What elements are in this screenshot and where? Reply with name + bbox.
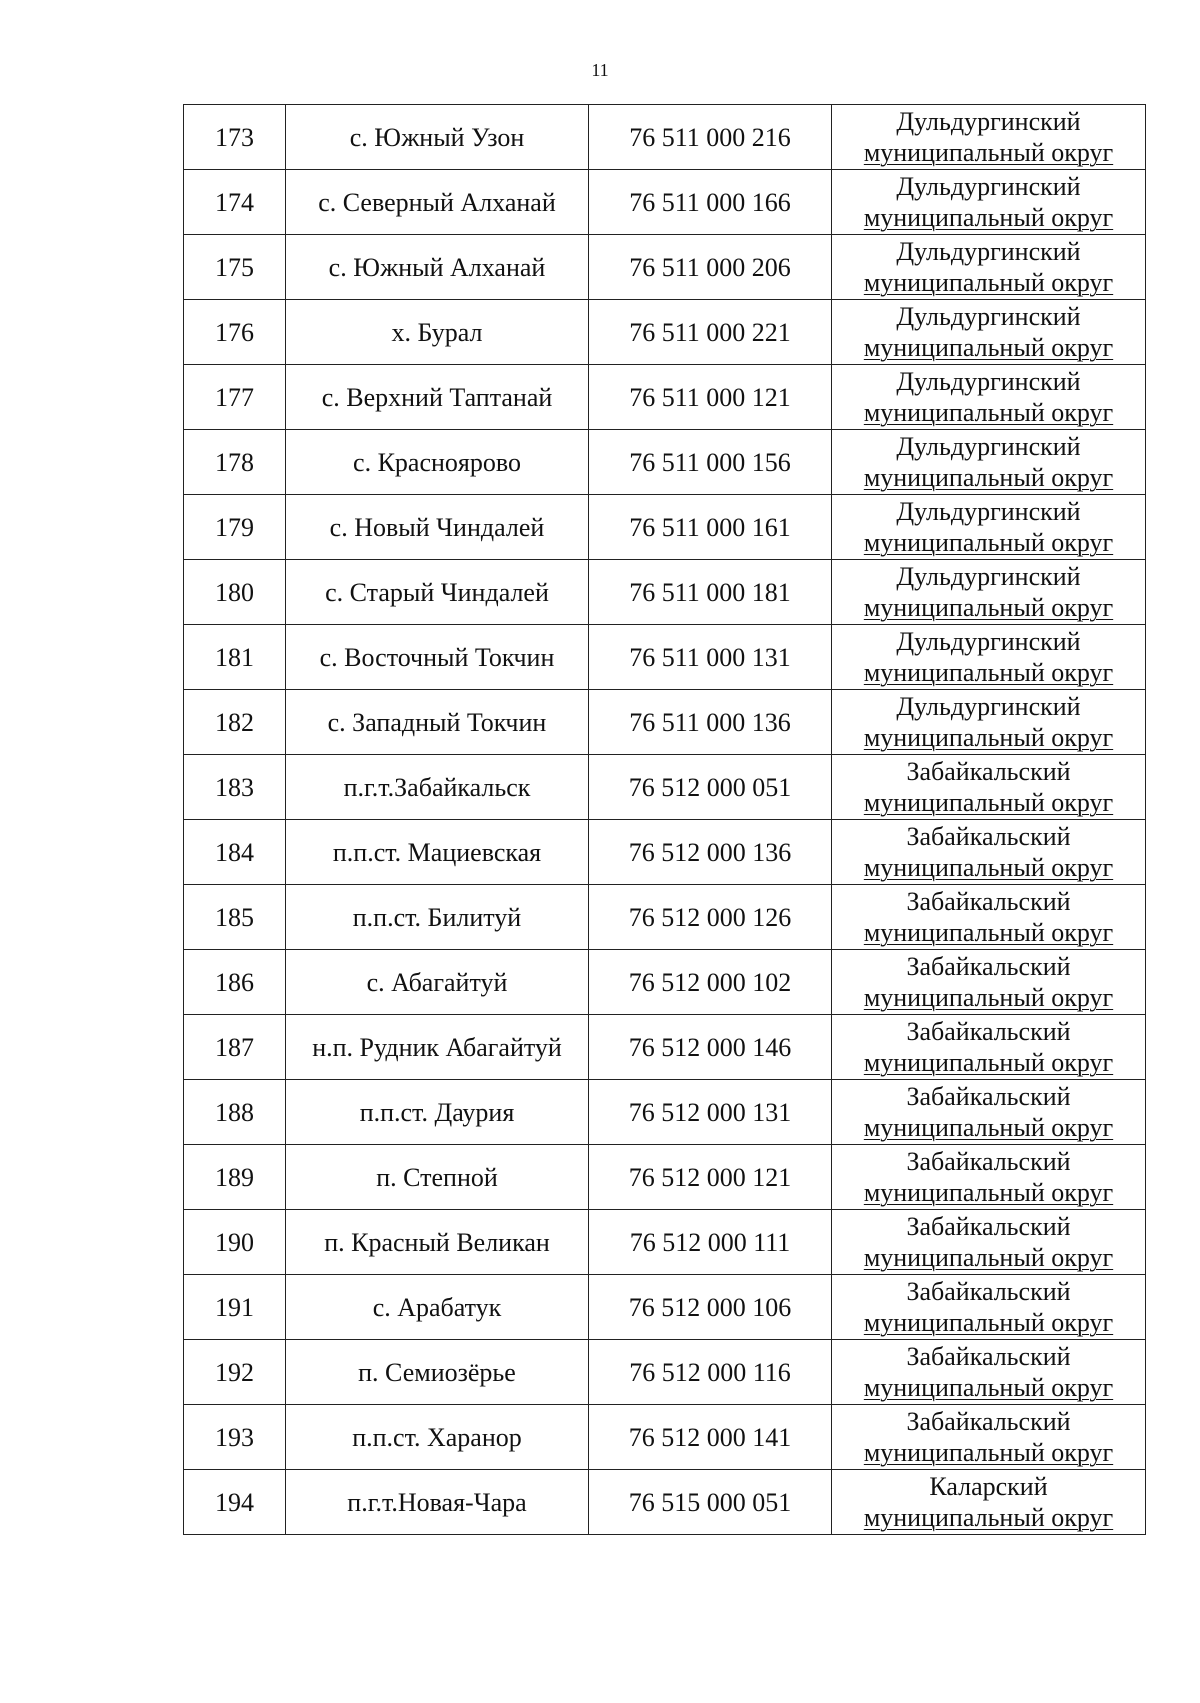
district-name: Дульдургинский xyxy=(896,692,1081,721)
district-name: Забайкальский xyxy=(906,1407,1071,1436)
district-name: Дульдургинский xyxy=(896,172,1081,201)
district-cell xyxy=(832,560,1146,625)
oktmo-code: 76 512 000 106 xyxy=(589,1275,832,1340)
oktmo-code: 76 512 000 126 xyxy=(589,885,832,950)
table-row xyxy=(184,495,1146,560)
row-number: 184 xyxy=(184,820,286,885)
table-row xyxy=(184,300,1146,365)
district-type: муниципальный округ xyxy=(863,1113,1114,1142)
district-type: муниципальный округ xyxy=(863,1373,1114,1402)
settlement-name: с. Южный Алханай xyxy=(286,235,589,300)
table-body xyxy=(184,105,1146,1535)
oktmo-code: 76 511 000 216 xyxy=(589,105,832,170)
row-number: 194 xyxy=(184,1470,286,1535)
settlement-name: с. Западный Токчин xyxy=(286,690,589,755)
district-name: Дульдургинский xyxy=(896,237,1081,266)
row-number: 193 xyxy=(184,1405,286,1470)
district-cell xyxy=(832,1405,1146,1470)
district-name: Забайкальский xyxy=(906,1082,1071,1111)
district-name: Дульдургинский xyxy=(896,497,1081,526)
district-name: Забайкальский xyxy=(906,1147,1071,1176)
district-name: Каларский xyxy=(929,1472,1048,1501)
table-row xyxy=(184,885,1146,950)
district-name: Забайкальский xyxy=(906,757,1071,786)
district-cell xyxy=(832,690,1146,755)
district-name: Забайкальский xyxy=(906,1212,1071,1241)
district-type: муниципальный округ xyxy=(863,463,1114,492)
district-cell xyxy=(832,755,1146,820)
row-number: 175 xyxy=(184,235,286,300)
district-type: муниципальный округ xyxy=(863,1308,1114,1337)
oktmo-code: 76 511 000 161 xyxy=(589,495,832,560)
table-row xyxy=(184,1080,1146,1145)
settlement-name: п.п.ст. Харанор xyxy=(286,1405,589,1470)
oktmo-code: 76 511 000 131 xyxy=(589,625,832,690)
district-type: муниципальный округ xyxy=(863,1503,1114,1532)
district-name: Дульдургинский xyxy=(896,302,1081,331)
settlement-name: с. Абагайтуй xyxy=(286,950,589,1015)
district-cell xyxy=(832,365,1146,430)
district-name: Забайкальский xyxy=(906,952,1071,981)
table-row xyxy=(184,1275,1146,1340)
district-type: муниципальный округ xyxy=(863,658,1114,687)
district-cell xyxy=(832,1275,1146,1340)
table-row xyxy=(184,430,1146,495)
district-type: муниципальный округ xyxy=(863,983,1114,1012)
oktmo-code: 76 515 000 051 xyxy=(589,1470,832,1535)
oktmo-code: 76 511 000 206 xyxy=(589,235,832,300)
oktmo-code: 76 511 000 121 xyxy=(589,365,832,430)
oktmo-code: 76 512 000 102 xyxy=(589,950,832,1015)
oktmo-code: 76 512 000 146 xyxy=(589,1015,832,1080)
district-cell xyxy=(832,1015,1146,1080)
district-cell xyxy=(832,1210,1146,1275)
oktmo-code: 76 512 000 121 xyxy=(589,1145,832,1210)
settlement-name: п. Красный Великан xyxy=(286,1210,589,1275)
district-cell xyxy=(832,1080,1146,1145)
district-cell xyxy=(832,105,1146,170)
oktmo-code: 76 512 000 136 xyxy=(589,820,832,885)
row-number: 176 xyxy=(184,300,286,365)
district-cell xyxy=(832,430,1146,495)
settlement-name: с. Северный Алханай xyxy=(286,170,589,235)
settlement-name: с. Старый Чиндалей xyxy=(286,560,589,625)
table-row xyxy=(184,1145,1146,1210)
district-cell xyxy=(832,1145,1146,1210)
settlement-name: с. Южный Узон xyxy=(286,105,589,170)
row-number: 177 xyxy=(184,365,286,430)
row-number: 180 xyxy=(184,560,286,625)
district-type: муниципальный округ xyxy=(863,918,1114,947)
district-cell xyxy=(832,820,1146,885)
settlement-name: н.п. Рудник Абагайтуй xyxy=(286,1015,589,1080)
oktmo-code: 76 511 000 221 xyxy=(589,300,832,365)
row-number: 190 xyxy=(184,1210,286,1275)
district-type: муниципальный округ xyxy=(863,268,1114,297)
district-cell xyxy=(832,885,1146,950)
district-cell xyxy=(832,950,1146,1015)
table-row xyxy=(184,820,1146,885)
district-name: Забайкальский xyxy=(906,887,1071,916)
oktmo-code: 76 511 000 181 xyxy=(589,560,832,625)
settlement-name: с. Краснoярово xyxy=(286,430,589,495)
row-number: 178 xyxy=(184,430,286,495)
district-type: муниципальный округ xyxy=(863,398,1114,427)
table-row xyxy=(184,105,1146,170)
settlements-table xyxy=(183,104,1146,1535)
settlement-name: п. Степной xyxy=(286,1145,589,1210)
district-type: муниципальный округ xyxy=(863,138,1114,167)
district-type: муниципальный округ xyxy=(863,788,1114,817)
table-row xyxy=(184,235,1146,300)
row-number: 191 xyxy=(184,1275,286,1340)
table-row xyxy=(184,625,1146,690)
settlement-name: п.п.ст. Даурия xyxy=(286,1080,589,1145)
settlement-name: п.г.т.Забайкальск xyxy=(286,755,589,820)
district-name: Дульдургинский xyxy=(896,367,1081,396)
settlement-name: х. Бурал xyxy=(286,300,589,365)
row-number: 192 xyxy=(184,1340,286,1405)
district-type: муниципальный округ xyxy=(863,203,1114,232)
table-row xyxy=(184,1405,1146,1470)
district-name: Дульдургинский xyxy=(896,627,1081,656)
district-type: муниципальный округ xyxy=(863,1048,1114,1077)
district-name: Дульдургинский xyxy=(896,562,1081,591)
oktmo-code: 76 512 000 131 xyxy=(589,1080,832,1145)
row-number: 189 xyxy=(184,1145,286,1210)
row-number: 182 xyxy=(184,690,286,755)
row-number: 173 xyxy=(184,105,286,170)
district-cell xyxy=(832,625,1146,690)
settlement-name: п.п.ст. Мациевская xyxy=(286,820,589,885)
district-cell xyxy=(832,1470,1146,1535)
table-row xyxy=(184,1470,1146,1535)
row-number: 186 xyxy=(184,950,286,1015)
settlement-name: п.п.ст. Билитуй xyxy=(286,885,589,950)
table-row xyxy=(184,1340,1146,1405)
district-type: муниципальный округ xyxy=(863,1243,1114,1272)
oktmo-code: 76 512 000 141 xyxy=(589,1405,832,1470)
row-number: 188 xyxy=(184,1080,286,1145)
row-number: 183 xyxy=(184,755,286,820)
row-number: 181 xyxy=(184,625,286,690)
district-name: Забайкальский xyxy=(906,1342,1071,1371)
district-name: Забайкальский xyxy=(906,822,1071,851)
district-type: муниципальный округ xyxy=(863,528,1114,557)
row-number: 179 xyxy=(184,495,286,560)
table-row xyxy=(184,755,1146,820)
table-row xyxy=(184,950,1146,1015)
oktmo-code: 76 512 000 111 xyxy=(589,1210,832,1275)
district-name: Дульдургинский xyxy=(896,432,1081,461)
table-row xyxy=(184,365,1146,430)
table-row xyxy=(184,690,1146,755)
settlement-name: с. Новый Чиндалей xyxy=(286,495,589,560)
table-row xyxy=(184,1015,1146,1080)
district-cell xyxy=(832,495,1146,560)
district-type: муниципальный округ xyxy=(863,1178,1114,1207)
oktmo-code: 76 511 000 166 xyxy=(589,170,832,235)
oktmo-code: 76 511 000 136 xyxy=(589,690,832,755)
table-row xyxy=(184,1210,1146,1275)
oktmo-code: 76 512 000 116 xyxy=(589,1340,832,1405)
settlement-name: п. Семиозёрье xyxy=(286,1340,589,1405)
district-cell xyxy=(832,235,1146,300)
oktmo-code: 76 511 000 156 xyxy=(589,430,832,495)
district-type: муниципальный округ xyxy=(863,1438,1114,1467)
row-number: 185 xyxy=(184,885,286,950)
district-cell xyxy=(832,300,1146,365)
settlement-name: с. Верхний Таптанай xyxy=(286,365,589,430)
settlement-name: п.г.т.Новая-Чара xyxy=(286,1470,589,1535)
district-type: муниципальный округ xyxy=(863,333,1114,362)
district-type: муниципальный округ xyxy=(863,853,1114,882)
district-cell xyxy=(832,170,1146,235)
district-name: Забайкальский xyxy=(906,1017,1071,1046)
district-type: муниципальный округ xyxy=(863,723,1114,752)
district-name: Дульдургинский xyxy=(896,107,1081,136)
settlement-name: с. Восточный Токчин xyxy=(286,625,589,690)
district-type: муниципальный округ xyxy=(863,593,1114,622)
district-cell xyxy=(832,1340,1146,1405)
table-row xyxy=(184,170,1146,235)
settlement-name: с. Арабатук xyxy=(286,1275,589,1340)
district-name: Забайкальский xyxy=(906,1277,1071,1306)
page-number: 11 xyxy=(591,60,609,80)
row-number: 187 xyxy=(184,1015,286,1080)
row-number: 174 xyxy=(184,170,286,235)
oktmo-code: 76 512 000 051 xyxy=(589,755,832,820)
table-row xyxy=(184,560,1146,625)
